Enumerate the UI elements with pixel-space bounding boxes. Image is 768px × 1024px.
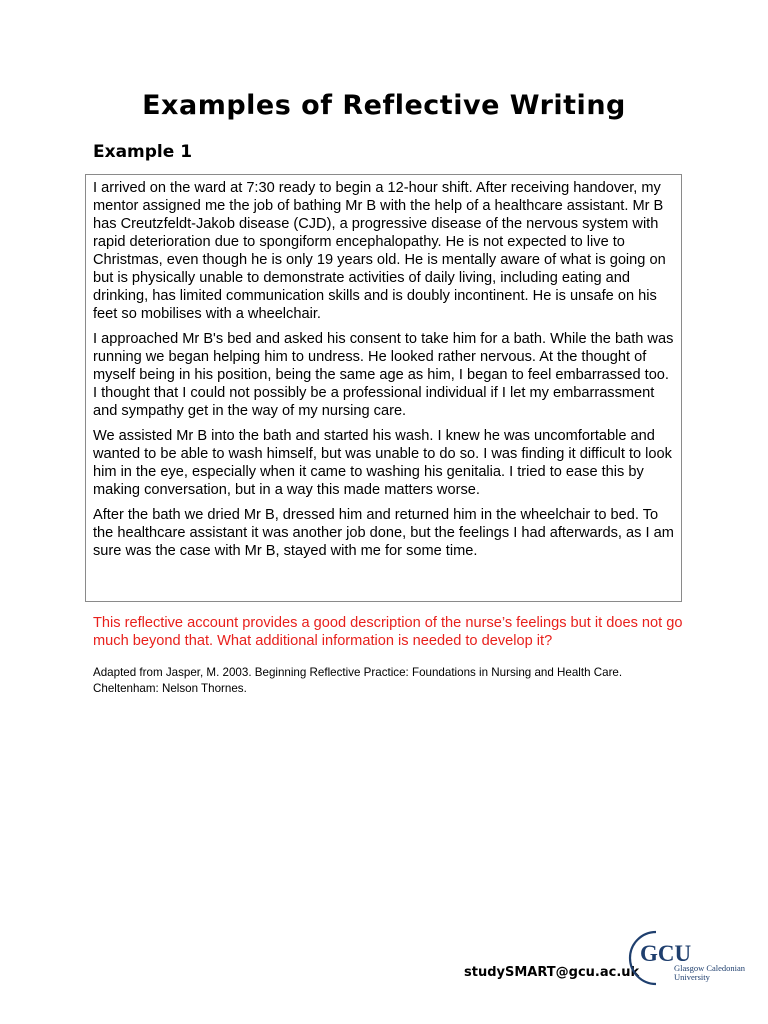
example-paragraph: I approached Mr B's bed and asked his consent to take him for a bath. While the bath was running we began helping him to undress. He looked rather nervous. At the thought of myself being in his position, being the same age as him, I began to feel embarrassed too. I thought that I could not possibly be a professional individual if I let my embarrassment and sympathy get in the way of my nursing care. bbox=[93, 331, 674, 419]
example-text-box bbox=[85, 174, 682, 602]
logo-university-name: Glasgow Caledonian University bbox=[674, 963, 746, 982]
reflection-note: This reflective account provides a good description of the nurse’s feelings but it does not go much beyond that. What additional information is needed to develop it? bbox=[93, 615, 683, 649]
example-paragraph: I arrived on the ward at 7:30 ready to begin a 12-hour shift. After receiving handover, my mentor assigned me the job of bathing Mr B with the help of a healthcare assistant. Mr B has Creutzfeldt-Jakob disease (CJD), a progressive disease of the nervous system with rapid deterioration due to spongiform encephalopathy. He is not expected to live to Christmas, even though he is only 19 years old. He is mentally aware of what is going on but is physically unable to demonstrate activities of daily living, including eating and drinking, has limited communication skills and is doubly incontinent. He is unsafe on his feet so mobilises with a wheelchair. bbox=[93, 180, 666, 322]
gcu-logo bbox=[628, 928, 746, 988]
example-heading: Example 1 bbox=[93, 142, 193, 162]
citation: Adapted from Jasper, M. 2003. Beginning Reflective Practice: Foundations in Nursing and Health Care. Cheltenham: Nelson Thornes. bbox=[93, 666, 623, 695]
footer-email-link[interactable]: studySMART@gcu.ac.uk bbox=[464, 965, 640, 980]
example-paragraph: We assisted Mr B into the bath and started his wash. I knew he was uncomfortable and wanted to be able to wash himself, but was unable to do so. I was finding it difficult to look him in the eye, especially when it came to washing his genitalia. I tried to ease this by making conversation, but in a way this made matters worse. bbox=[93, 428, 672, 498]
page-title: Examples of Reflective Writing bbox=[142, 90, 626, 121]
logo-letters: GCU bbox=[640, 941, 692, 966]
example-paragraph: After the bath we dried Mr B, dressed him and returned him in the wheelchair to bed. To the healthcare assistant it was another job done, but the feelings I had afterwards, as I am sure was the case with Mr B, stayed with me for some time. bbox=[93, 507, 674, 559]
